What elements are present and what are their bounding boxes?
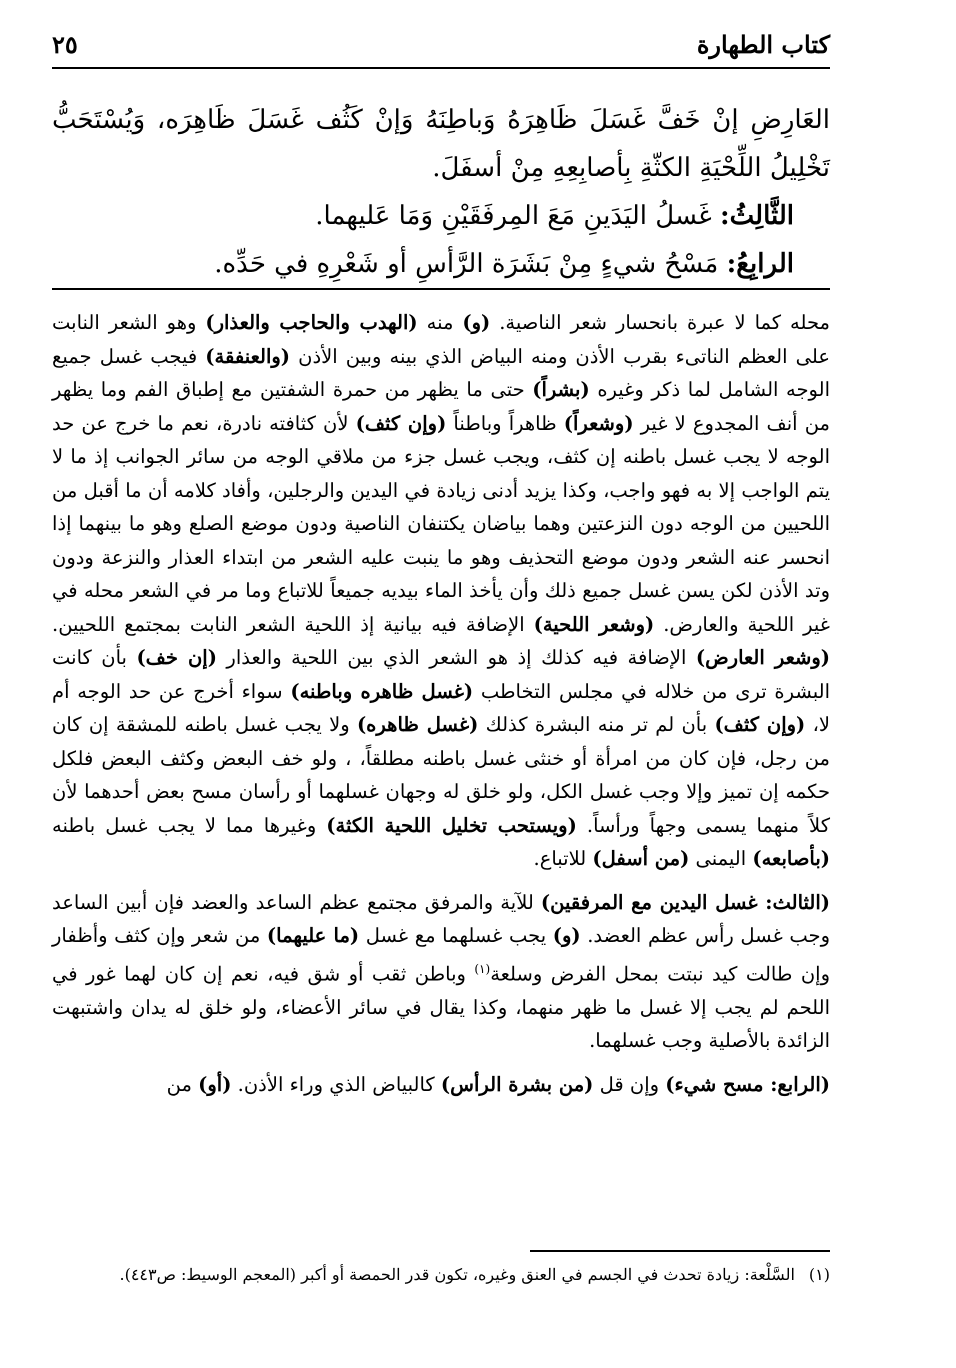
commentary-text: حتى ما يظهر من حمرة الشفتين مع إطباق الفم وما يظهر من أنف المجدوع لا غير [52, 378, 830, 435]
commentary-text: وباطن ثقب أو شق فيه، نعم إن كان لهما غور في اللحم لم يجب إلا غسل ما ظهر منهما، وكذا يقال في سائر الأعضاء، ولو خلق له يدان واشتبهت الزائدة بالأصلية وجب غسلهما. [52, 962, 830, 1052]
commentary-text: الإضافة فيه بيانية إذ اللحية الشعر النابت بمجتمع اللحيين. [52, 612, 534, 636]
footnote-reference[interactable]: (١) [474, 961, 491, 976]
quoted-matn: (من أسفل) [592, 847, 690, 870]
commentary-text: محله كما لا عبرة بانحسار شعر الناصية. [490, 311, 831, 334]
commentary-paragraph-3 [52, 1068, 830, 1102]
matn-line: العَارِضِ إنْ خَفَّ غَسَلَ ظَاهِرَهُ وَباطِنَهُ وَإنْ كَثُف غَسَلَ ظَاهِرَه، وَيُسْتَحَبُّ تَخْلِيلُ اللِّحْيَةِ الكثّةِ بِأصابِعِهِ مِنْ أسفَلَ. [52, 105, 830, 183]
quoted-matn: (و) [462, 311, 491, 334]
quoted-matn: (غسل ظاهره وباطنه) [290, 679, 474, 703]
footnote-rule [530, 1250, 830, 1252]
quoted-matn: (و) [552, 924, 581, 947]
commentary-paragraph-1 [52, 306, 830, 876]
commentary-text: ولا يجب غسل باطنه للمشقة إن كان من رجل، فإن كان من امرأة أو خنثى غسل باطنه مطلقاً، ، ولو خف البعض وكثف البعض فلكل حكمه إن تميز وإلا وجب غسل الكل، ولو خلق له وجهان غسلهما أو رأسان مسح بعض أحدهما لأن كلاً منهما يسمى وجهاً ورأساً. [52, 713, 830, 837]
quoted-matn: (الثالث: غسل اليدين مع المرفقين) [540, 890, 830, 914]
commentary-text: كالبياض الذي وراء الأذن. [231, 1072, 441, 1096]
matn-third-text: غَسلُ اليَدَينِ مَعَ المِرفَقَيْنِ وَمَا عَليهما. [315, 201, 721, 231]
quoted-matn: (وشعراً) [563, 411, 634, 435]
commentary-text: وهو الشعر النابت على العظم الناتىء بقرب الأذن ومنه البياض الذي بينه وبين الأذن [52, 311, 830, 368]
commentary-text: فيجب غسل جميع الوجه الشامل لما ذكر وغيره [52, 344, 830, 401]
quoted-matn: (الرابع: مسح شيء) [665, 1072, 830, 1096]
quoted-matn: (إن خف) [136, 646, 217, 669]
commentary-text: ظاهراً وباطناً [446, 411, 564, 435]
matn-third [52, 192, 830, 240]
matn-fourth-text: مَسْحُ شيءٍ مِنْ بَشَرَة الرَّأسِ أو شَعْرِهِ في حَدِّه. [214, 249, 727, 279]
footnote [52, 1262, 830, 1288]
quoted-matn: (ويستحب تخليل اللحية الكثة) [326, 813, 577, 837]
commentary-text: من [166, 1072, 199, 1096]
quoted-matn: (وشعر اللحية) [533, 612, 655, 636]
commentary-text: للآية والمرفق مجتمع عظم الساعد والعضد فإن أبين الساعد وجب غسل رأس عظم العضد. [52, 890, 830, 947]
matn-divider [52, 288, 830, 290]
quoted-matn: (من بشرة الرأس) [440, 1072, 594, 1096]
footnote-number: (١) [808, 1265, 830, 1284]
commentary [52, 306, 830, 1111]
quoted-matn: (بشراً) [532, 378, 590, 401]
quoted-matn: (الهدب والحاجب والعذار) [205, 311, 418, 334]
commentary-text: لأن كثافته نادرة، نعم ما خرج عن حد الوجه لا يجب غسل باطنه إن كثف، ويجب غسل جزء من ملاقي الوجه من سائر الجوانب إذ ما لا يتم الواجب إلا به فهو واجب، وكذا يزيد أدنى زيادة في اليدين والرجلين، وأفاد كلامه أن ما أقبل من اللحيين من الوجه دون النزعتين وهما بياضان يكتنفان الناصية ودون موضع الصلع وهو ما بينهما إذا انحسر عنه الشعر ودون موضع التحذيف وهو ما ينبت عليه الشعر من ابتداء العذار والنزعة ودون وتد الأذن لكن يسن غسل جميع ذلك وأن يأخذ الماء بيديه جميعاً للاتباع وما مر في الشعر محله في غير اللحية والعارض. [52, 411, 830, 636]
commentary-text: للاتباع. [533, 847, 593, 870]
commentary-text: يجب غسلهما مع غسل [359, 924, 553, 947]
footnote-text: السَّلْعة: زيادة تحدث في الجسم في العنق وغيره، تكون قدر الحمصة أو أكبر (المعجم الوسيط: ص٤٤٣). [119, 1265, 795, 1284]
page-number: ٢٥ [52, 30, 78, 59]
commentary-text: اليمنى [689, 847, 753, 870]
commentary-text: سواء أخرج عن حد الوجه أم لا، [52, 679, 830, 736]
quoted-matn: (وإن كثف) [714, 713, 806, 736]
running-title: كتاب الطهارة [696, 30, 830, 59]
commentary-text: بأن لم تر منه البشرة كذلك [478, 713, 715, 736]
commentary-text: من شعر وإن كثف وأظفار وإن طالت كيد نبتت بمحل الفرض وسلعة [52, 924, 830, 985]
commentary-text: منه [417, 311, 463, 334]
matn-third-label: الثَّالِثُ: [720, 201, 794, 231]
commentary-text: الإضافة فيه كذلك إذ هو الشعر الذي بين اللحية والعذار [216, 646, 696, 669]
quoted-matn: (وشعر العارض) [695, 646, 830, 669]
quoted-matn: (وإن كثف) [355, 411, 447, 435]
quoted-matn: (غسل ظاهره) [356, 713, 479, 736]
quoted-matn: (والعنفقة) [205, 344, 290, 368]
commentary-paragraph-2 [52, 886, 830, 1058]
quoted-matn: (أو) [198, 1072, 232, 1096]
commentary-text: وغيرها مما لا يجب غسل باطنه [52, 813, 327, 837]
main-text [52, 96, 830, 288]
quoted-matn: (بأصابعه) [752, 847, 830, 870]
page-header [52, 30, 830, 69]
matn-fourth-label: الرابِعُ: [726, 249, 794, 279]
matn-fourth [52, 240, 830, 288]
commentary-text: بأن كانت البشرة ترى من خلاله في مجلس التخاطب [52, 646, 830, 703]
quoted-matn: (ما عليهما) [266, 924, 360, 947]
commentary-text: وإن قل [593, 1072, 666, 1096]
